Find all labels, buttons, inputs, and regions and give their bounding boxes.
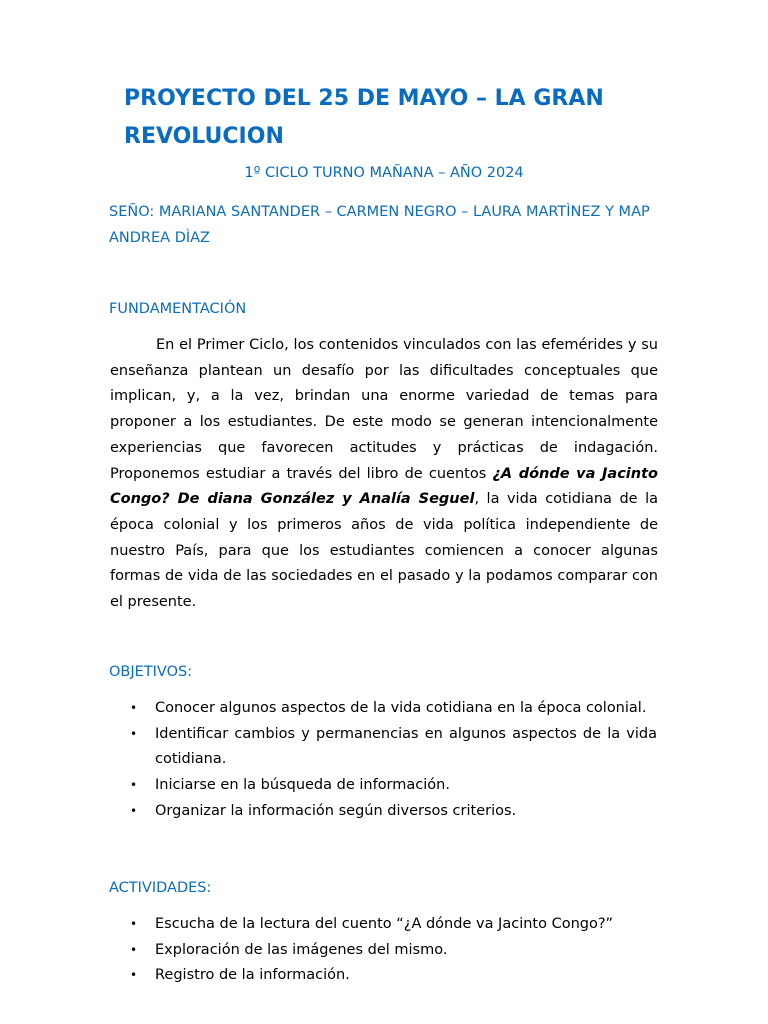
list-item — [0, 938, 657, 964]
teachers-line: SEÑO: MARIANA SANTANDER – CARMEN NEGRO – LAURA MARTÌNEZ Y MAP ANDREA DÌAZ — [109, 204, 650, 246]
actividades-heading: ACTIVIDADES: — [109, 880, 212, 896]
objetivos-list — [0, 696, 768, 825]
bullet-icon: • — [130, 942, 138, 957]
list-item — [0, 963, 657, 989]
fundamentacion-paragraph — [110, 333, 658, 616]
list-item — [0, 799, 657, 825]
list-item-text: Conocer algunos aspectos de la vida cotidiana en la época colonial. — [155, 700, 647, 716]
bullet-icon: • — [130, 917, 138, 931]
bullet-icon: • — [130, 968, 138, 983]
list-item-text: Identificar cambios y permanencias en algunos aspectos de la vida cotidiana. — [155, 725, 657, 768]
fundamentacion-text-after: , la vida cotidiana de la época colonial y los primeros años de vida política independiente de nuestro País, para que los estudiantes comiencen a conocer algunas formas de vida de las sociedades en el pasado y la podamos comparar con el presente. — [110, 491, 658, 611]
fundamentacion-heading: FUNDAMENTACIÓN — [109, 301, 247, 317]
list-item — [0, 773, 657, 799]
fundamentacion-text-before: En el Primer Ciclo, los contenidos vinculados con las efemérides y su enseñanza plantean un desafío por las dificultades conceptuales que implican, y, a la vez, brindan una enorme variedad de temas para proponer a los estudiantes. De este modo se generan intencionalmente experiencias que favorecen actitudes y prácticas de indagación. Proponemos estudiar a través del libro de cuentos — [110, 337, 658, 482]
list-item-text: Exploración de las imágenes del mismo. — [155, 941, 448, 958]
bullet-icon: • — [130, 803, 138, 818]
objetivos-heading: OBJETIVOS: — [109, 664, 193, 680]
list-item-text: Iniciarse en la búsqueda de información. — [155, 777, 450, 794]
book-title: ¿A dónde va Jacinto Congo? De diana González y Analía Seguel — [110, 465, 658, 508]
subtitle: 1º CICLO TURNO MAÑANA – AÑO 2024 — [244, 165, 524, 181]
bullet-icon: • — [130, 701, 138, 715]
list-item-text: Escucha de la lectura del cuento “¿A dónde va Jacinto Congo?” — [155, 916, 614, 932]
list-item — [0, 696, 657, 722]
list-item-text: Organizar la información según diversos criterios. — [155, 802, 517, 819]
bullet-icon: • — [130, 726, 138, 741]
list-item-text: Registro de la información. — [155, 967, 350, 984]
page-title: PROYECTO DEL 25 DE MAYO – LA GRAN REVOLUCION — [124, 86, 604, 149]
actividades-list — [0, 912, 768, 989]
list-item — [0, 912, 657, 938]
bullet-icon: • — [130, 778, 138, 793]
list-item — [0, 722, 657, 773]
